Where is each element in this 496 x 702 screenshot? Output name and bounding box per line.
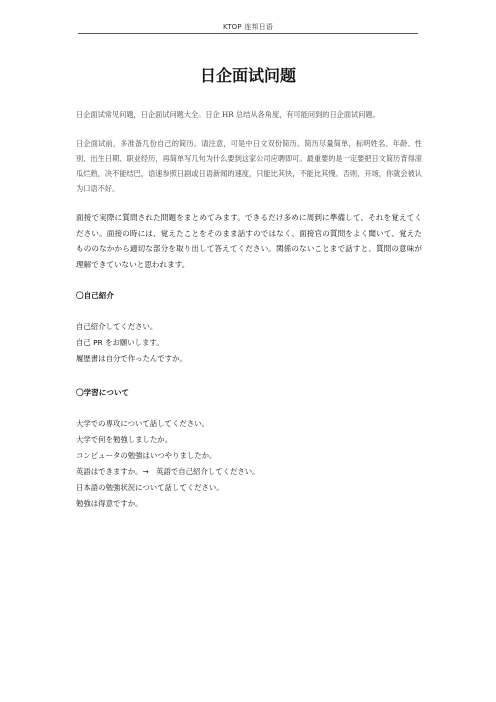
document-body <box>76 107 422 532</box>
question-item: 履歴書は自分で作ったんですか。 <box>76 354 187 363</box>
question-item: コンピュータの勉強はいつやりましたか。 <box>76 451 217 460</box>
question-item: 勉強は得意ですか。 <box>76 499 143 508</box>
question-item: 大学での専攻について話してください。 <box>76 419 209 428</box>
document-title: 日企面试问题 <box>199 66 296 85</box>
page-header: KTOP 连邦日语 <box>222 23 274 31</box>
question-item: 自己紹介してください。 <box>76 322 158 331</box>
advice-paragraph: 日企面试前，多准备几份自己的简历。请注意，可是中日文双份简历。简历尽量简单，标明姓名、年龄、性别、出生日期、职业经历，再简单写几句为什么要到这家公司应聘即可。最重要的是一定要把日文简历背得滚瓜烂熟，决不能结巴，语速参照日剧或日语新闻的速度，只能比其快，不能比其慢。否则，开场，你就会被认为口语不好。 <box>76 139 422 193</box>
question-item: 自己 PR をお願いします。 <box>76 338 164 347</box>
question-list-study <box>76 416 422 512</box>
japanese-intro-paragraph: 面接で実際に質問された問題をまとめてみます。できるだけ多めに周到に準備して、それを覚えてください。面接の時には、覚えたことをそのまま話すのではなく、面接官の質問をよく聞いて、覚えたもののなかから適切な部分を取り出して答えてください。関係のないことまで話すと、質問の意味が理解できていないと思われます。 <box>76 213 422 269</box>
question-list-self-intro <box>76 319 422 367</box>
section-heading-self-intro: 〇自己紹介 <box>76 291 114 300</box>
question-item: 大学で何を勉強しましたか。 <box>76 435 173 444</box>
section-heading-study: 〇学習について <box>76 388 130 397</box>
question-item: 日本語の勉強状況について話してください。 <box>76 483 224 492</box>
question-item: 英語はできますか。→ 英語で自己紹介してください。 <box>76 467 260 476</box>
header-divider <box>78 33 418 34</box>
intro-paragraph: 日企面试常见问题，日企面试问题大全。日企 HR 总结从各角度，有可能问到的日企面试问题。 <box>76 110 380 119</box>
